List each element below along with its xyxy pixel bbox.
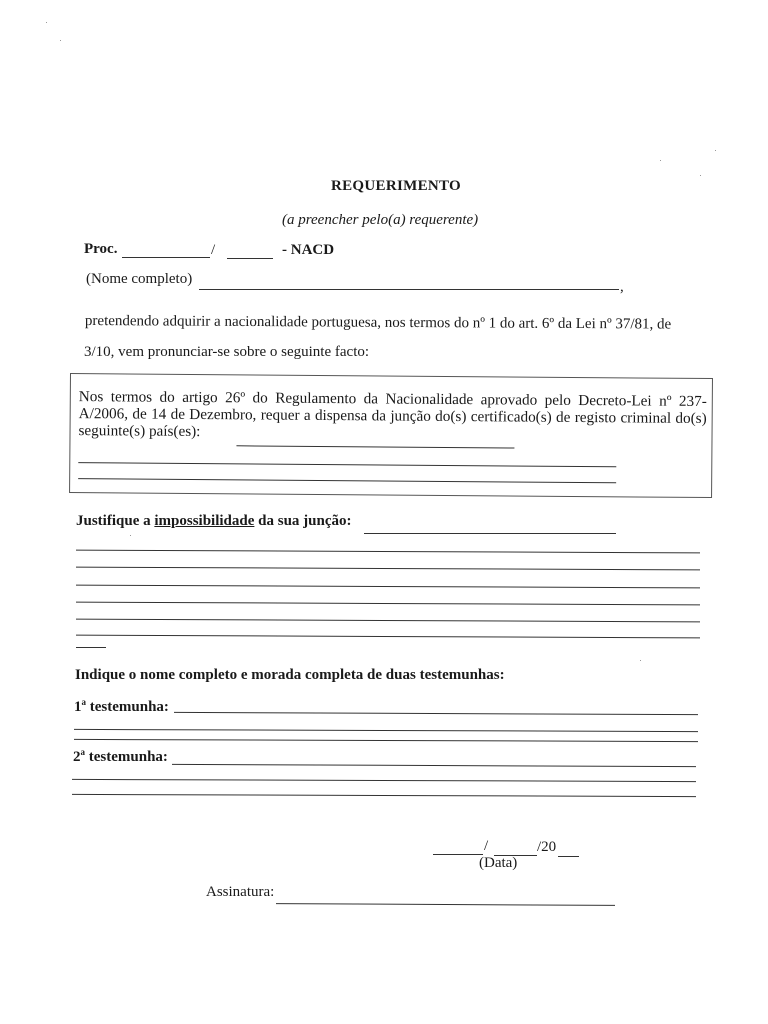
witness-2-field-3[interactable] — [72, 794, 696, 797]
witness-1-field-2[interactable] — [74, 729, 698, 732]
countries-field-2[interactable] — [78, 462, 616, 467]
countries-field-3[interactable] — [78, 478, 616, 483]
justification-prefix: Justifique a — [76, 513, 155, 529]
scan-speck — [715, 150, 716, 151]
witness-1-field-3[interactable] — [74, 739, 698, 742]
scan-speck — [46, 22, 47, 23]
proc-suffix: - NACD — [282, 242, 335, 258]
form-subtitle: (a preencher pelo(a) requerente) — [282, 212, 479, 228]
witness-2-field-2[interactable] — [72, 779, 696, 782]
countries-field-1[interactable] — [236, 445, 514, 448]
dispensation-text: Nos termos do artigo 26º do Regulamento da Nacionalidade aprovado pelo Decreto-Lei nº 237-A/2006, de 14 de Dezembro, requer a dispensa da junção do(s) certificado(s) de registo criminal do(s) seguinte(s) país(es): — [78, 388, 707, 441]
justification-field-3[interactable] — [76, 585, 700, 589]
scan-speck — [700, 175, 701, 176]
proc-separator: / — [211, 242, 216, 258]
witness-1-text: testemunha: — [86, 699, 169, 715]
date-label: (Data) — [479, 855, 518, 871]
statement-line-1: pretendendo adquirir a nacionalidade portuguesa, nos termos do nº 1 do art. 6º da Lei nº 37/81, de — [84, 313, 672, 333]
justification-field-6[interactable] — [76, 635, 700, 639]
proc-number-field[interactable] — [122, 257, 210, 258]
justification-field-5[interactable] — [76, 619, 700, 623]
witness-2-label — [73, 747, 168, 766]
date-sep-2: /20 — [537, 839, 557, 855]
full-name-label: (Nome completo) — [86, 271, 193, 287]
full-name-field[interactable] — [199, 289, 619, 290]
witness-1-num: 1 — [74, 699, 82, 715]
witness-2-field-1[interactable] — [172, 764, 696, 767]
scan-speck — [660, 160, 661, 161]
signature-label: Assinatura: — [206, 884, 275, 900]
justification-suffix: da sua junção: — [254, 513, 352, 529]
witnesses-heading: Indique o nome completo e morada completa de duas testemunhas: — [75, 667, 505, 683]
justification-field-0[interactable] — [364, 533, 616, 534]
scan-speck — [130, 535, 131, 536]
date-day-field[interactable] — [433, 854, 483, 855]
justification-label — [76, 513, 352, 530]
statement-line-2: 3/10, vem pronunciar-se sobre o seguinte facto: — [84, 344, 370, 360]
form-title: REQUERIMENTO — [331, 178, 462, 194]
witness-2-num: 2 — [73, 749, 81, 765]
scan-speck — [640, 660, 641, 661]
date-year-field[interactable] — [558, 856, 579, 857]
signature-field[interactable] — [276, 903, 615, 906]
proc-year-field[interactable] — [227, 258, 273, 259]
justification-underlined: impossibilidade — [154, 513, 255, 529]
proc-label: Proc. — [84, 241, 118, 257]
justification-field-4[interactable] — [76, 602, 700, 606]
justification-field-1[interactable] — [76, 550, 700, 554]
witness-1-label — [74, 697, 169, 716]
date-sep-1: / — [484, 838, 489, 854]
justification-field-7[interactable] — [76, 647, 106, 648]
witness-1-sup: a — [81, 697, 86, 707]
witness-2-sup: a — [80, 747, 85, 757]
justification-field-2[interactable] — [76, 567, 700, 571]
witness-1-field-1[interactable] — [174, 712, 698, 715]
full-name-comma: , — [620, 279, 624, 295]
scan-speck — [60, 40, 61, 41]
witness-2-text: testemunha: — [85, 749, 168, 765]
dispensation-box — [69, 373, 713, 498]
